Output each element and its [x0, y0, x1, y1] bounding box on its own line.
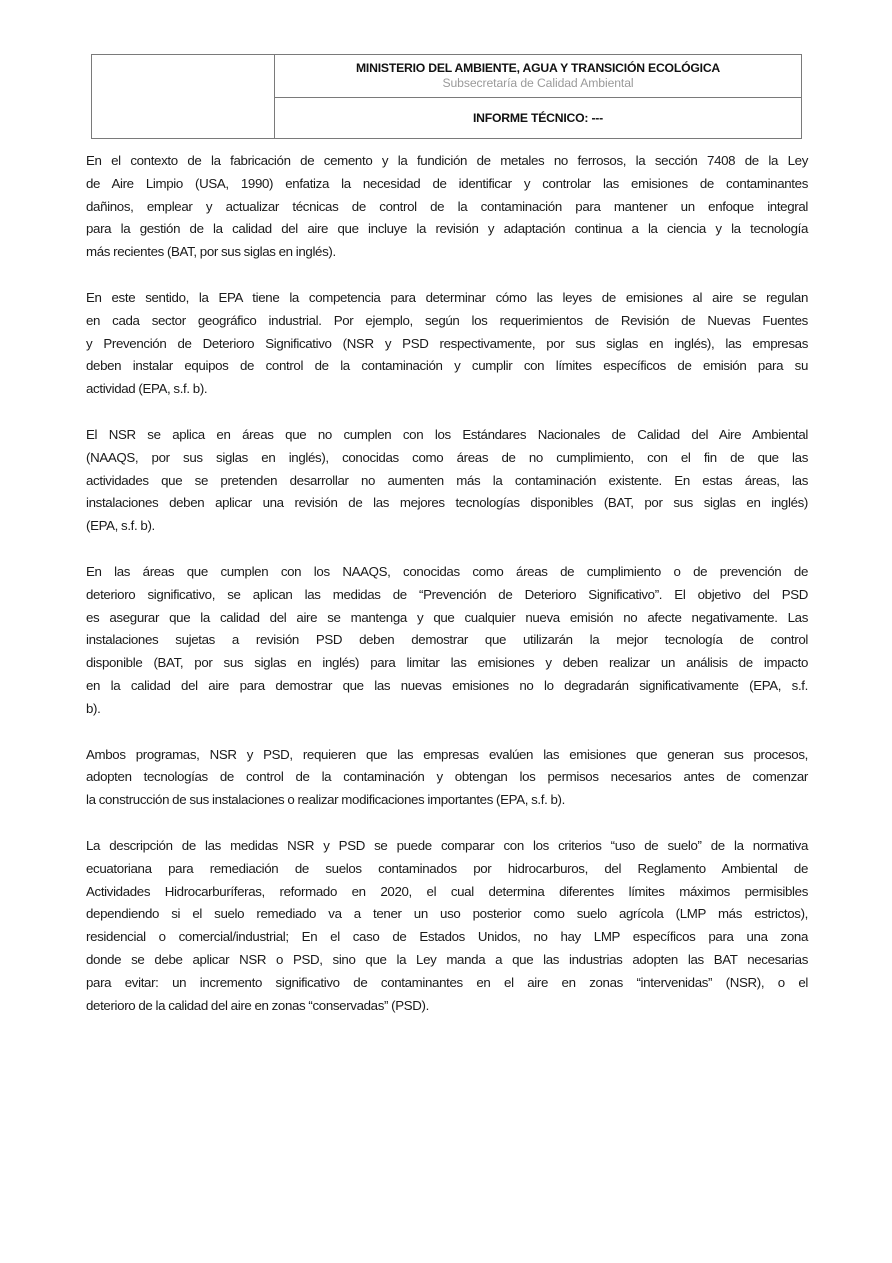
paragraph-line: actividades que se pretenden desarrollar no aumenten más la contaminación existente. En estas áreas, las — [86, 472, 808, 488]
paragraph-line: El NSR se aplica en áreas que no cumplen con los Estándares Nacionales de Calidad del Aire Ambiental — [86, 426, 808, 442]
paragraph-line: en la calidad del aire para demostrar que las nuevas emisiones no lo degradarán significativamente (EPA, s.f. — [86, 677, 808, 693]
paragraph-line: En el contexto de la fabricación de cemento y la fundición de metales no ferrosos, la sección 7408 de la Ley — [86, 153, 808, 168]
paragraph-line: residencial o comercial/industrial; En el caso de Estados Unidos, no hay LMP específicos para una zona — [86, 929, 808, 945]
paragraph-line: instalaciones deben aplicar una revisión de las mejores tecnologías disponibles (BAT, por sus siglas en inglés) — [86, 495, 808, 511]
body-paragraph — [86, 150, 808, 264]
logo-cell — [92, 55, 275, 138]
paragraph-line: (NAAQS, por sus siglas en inglés), conocidas como áreas de no cumplimiento, con el fin de que las — [86, 449, 808, 465]
document-header-table — [91, 54, 802, 139]
paragraph-line: dañinos, emplear y actualizar técnicas de control de la contaminación para mantener un enfoque integral — [86, 198, 808, 214]
paragraph-line: para evitar: un incremento significativo de contaminantes en el aire en zonas “intervenidas” (NSR), o el — [86, 974, 808, 990]
paragraph-line: y Prevención de Deterioro Significativo (NSR y PSD respectivamente, por sus siglas en inglés), las empresas — [86, 335, 808, 351]
paragraph-line: para la gestión de la calidad del aire que incluye la revisión y adaptación continua a la ciencia y la tecnología — [86, 221, 808, 237]
paragraph-line: En las áreas que cumplen con los NAAQS, conocidas como áreas de cumplimiento o de prevención de — [86, 563, 808, 579]
ministry-name: MINISTERIO DEL AMBIENTE, AGUA Y TRANSICIÓN ECOLÓGICA — [355, 61, 721, 75]
document-body — [86, 150, 808, 1040]
paragraph-line: b). — [86, 700, 101, 716]
paragraph-line: más recientes (BAT, por sus siglas en inglés). — [86, 244, 336, 260]
body-paragraph — [86, 287, 808, 401]
body-paragraph — [86, 424, 808, 538]
paragraph-line: dependiendo si el suelo remediado va a tener un uso posterior como suelo agrícola (LMP más estrictos), — [86, 906, 808, 922]
paragraph-line: Actividades Hidrocarburíferas, reformado en 2020, el cual determina diferentes límites máximos permisibles — [86, 883, 808, 899]
report-label: INFORME TÉCNICO: --- — [472, 111, 604, 125]
paragraph-line: adopten tecnologías de control de la contaminación y obtengan los permisos necesarios antes de comenzar — [86, 769, 808, 785]
paragraph-line: donde se debe aplicar NSR o PSD, sino que la Ley manda a que las industrias adopten las BAT necesarias — [86, 951, 808, 967]
subsecretariat-name: Subsecretaría de Calidad Ambiental — [442, 76, 634, 90]
paragraph-line: en cada sector geográfico industrial. Por ejemplo, según los requerimientos de Revisión de Nuevas Fuentes — [86, 312, 808, 328]
paragraph-line: disponible (BAT, por sus siglas en inglés) para limitar las emisiones y deben realizar un análisis de impacto — [86, 655, 808, 671]
body-paragraph — [86, 835, 808, 1017]
paragraph-line: La descripción de las medidas NSR y PSD se puede comparar con los criterios “uso de suelo” de la normativa — [86, 837, 808, 853]
paragraph-line: En este sentido, la EPA tiene la competencia para determinar cómo las leyes de emisiones al aire se regulan — [86, 289, 808, 305]
paragraph-line: (EPA, s.f. b). — [86, 518, 155, 534]
header-title-cell — [275, 55, 801, 98]
paragraph-line: ecuatoriana para remediación de suelos contaminados por hidrocarburos, del Reglamento Ambiental de — [86, 860, 808, 876]
paragraph-line: deben instalar equipos de control de la contaminación y cumplir con límites específicos de emisión para su — [86, 358, 808, 374]
paragraph-line: actividad (EPA, s.f. b). — [86, 381, 208, 397]
body-paragraph — [86, 561, 808, 721]
header-info-cell — [275, 55, 801, 138]
paragraph-line: deterioro de la calidad del aire en zonas “conservadas” (PSD). — [86, 997, 429, 1013]
paragraph-line: de Aire Limpio (USA, 1990) enfatiza la necesidad de identificar y controlar las emisiones de contaminantes — [86, 175, 808, 191]
paragraph-line: Ambos programas, NSR y PSD, requieren que las empresas evalúen las emisiones que generan sus procesos, — [86, 746, 808, 762]
paragraph-line: la construcción de sus instalaciones o realizar modificaciones importantes (EPA, s.f. b). — [86, 792, 565, 808]
paragraph-line: es asegurar que la calidad del aire se mantenga y que cualquier nueva emisión no afecte negativamente. Las — [86, 609, 808, 625]
body-paragraph — [86, 744, 808, 812]
paragraph-line: instalaciones sujetas a revisión PSD deben demostrar que utilizarán la mejor tecnología de control — [86, 632, 808, 648]
paragraph-line: deterioro significativo, se aplican las medidas de “Prevención de Deterioro Significativo”. El objetivo del PSD — [86, 586, 808, 602]
